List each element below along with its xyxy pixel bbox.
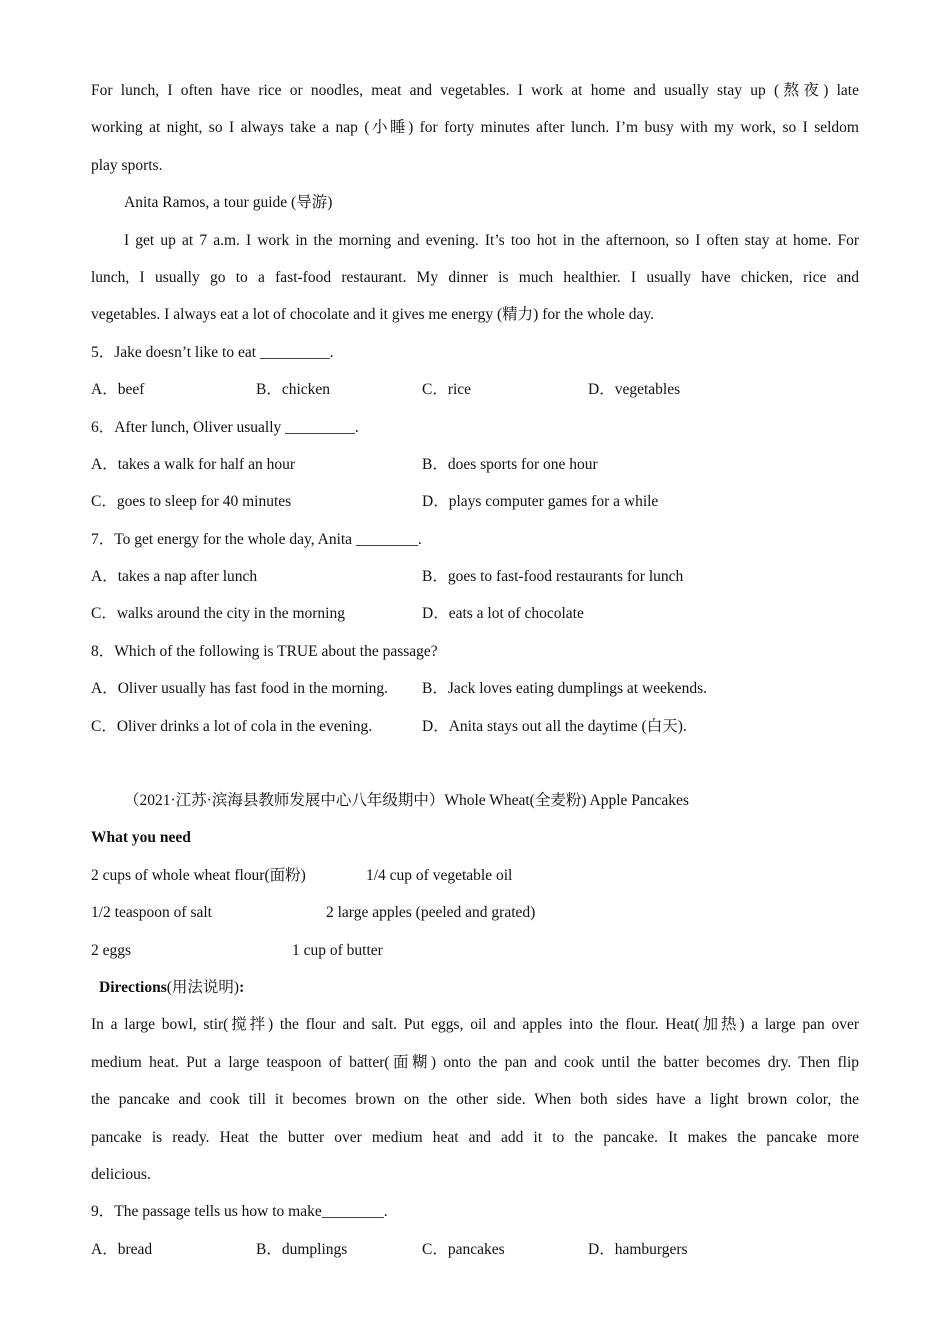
option-b: B．goes to fast-food restaurants for lunch	[422, 568, 684, 586]
paragraph-line: pancake is ready. Heat the butter over medium heat and add it to the pancake. It makes the pancake more	[91, 1128, 859, 1146]
question-options	[91, 708, 859, 745]
ingredient: 2 large apples (peeled and grated)	[326, 904, 536, 922]
question-stem: 5．Jake doesn’t like to eat _________.	[91, 343, 334, 361]
passage-source-title: （2021·江苏·滨海县教师发展中心八年级期中）Whole Wheat(全麦粉) Apple Pancakes	[124, 792, 689, 810]
paragraph-line: delicious.	[91, 1165, 151, 1183]
question-options	[91, 670, 859, 707]
option-a: A．Oliver usually has fast food in the morning.	[91, 680, 389, 698]
ingredient-row	[91, 932, 859, 969]
document-page	[91, 72, 859, 1268]
option-d: D．eats a lot of chocolate	[422, 605, 584, 623]
option-b: B．chicken	[256, 381, 331, 399]
question-options	[91, 446, 859, 483]
paragraph-line: play sports.	[91, 156, 163, 174]
paragraph-line: working at night, so I always take a nap (小睡) for forty minutes after lunch. I’m busy with my work, so I seldom	[91, 119, 859, 137]
option-c: C．rice	[422, 381, 472, 399]
option-d: D．vegetables	[588, 381, 681, 399]
option-c: C．pancakes	[422, 1240, 505, 1258]
paragraph-line: For lunch, I often have rice or noodles, meat and vegetables. I work at home and usually stay up (熬夜) late	[91, 82, 859, 99]
question-stem: 6．After lunch, Oliver usually _________.	[91, 418, 359, 436]
option-b: B．does sports for one hour	[422, 455, 598, 473]
option-c: C．Oliver drinks a lot of cola in the evening.	[91, 717, 373, 735]
anita-heading: Anita Ramos, a tour guide (导游)	[124, 194, 333, 212]
question-options	[91, 371, 859, 408]
spacer	[91, 745, 859, 782]
need-heading: What you need	[91, 829, 191, 847]
paragraph-line: In a large bowl, stir(搅拌) the flour and salt. Put eggs, oil and apples into the flour. Heat(加热) a large pan over	[91, 1016, 859, 1034]
option-a: A．takes a walk for half an hour	[91, 455, 296, 473]
question-stem: 8．Which of the following is TRUE about the passage?	[91, 642, 438, 660]
question-options	[91, 595, 859, 632]
ingredient-row	[91, 894, 859, 931]
paragraph-line: the pancake and cook till it becomes brown on the other side. When both sides have a light brown color, the	[91, 1091, 859, 1109]
directions-colon: :	[239, 978, 245, 996]
option-d: D．plays computer games for a while	[422, 493, 659, 511]
question-stem: 7．To get energy for the whole day, Anita ________.	[91, 530, 422, 548]
option-d: D．hamburgers	[588, 1240, 688, 1258]
option-c: C．goes to sleep for 40 minutes	[91, 493, 292, 511]
option-a: A．beef	[91, 381, 145, 399]
option-a: A．takes a nap after lunch	[91, 568, 258, 586]
ingredient: 1/4 cup of vegetable oil	[366, 866, 513, 884]
option-b: B．dumplings	[256, 1240, 348, 1258]
ingredient: 2 cups of whole wheat flour(面粉)	[91, 866, 306, 884]
directions-heading	[91, 969, 859, 1006]
ingredient: 1/2 teaspoon of salt	[91, 904, 212, 922]
directions-label: Directions	[99, 978, 167, 996]
question-options	[91, 483, 859, 520]
option-d: D．Anita stays out all the daytime (白天).	[422, 717, 687, 735]
paragraph-line: medium heat. Put a large teaspoon of batter(面糊) onto the pan and cook until the batter becomes dry. Then flip	[91, 1053, 859, 1071]
option-a: A．bread	[91, 1240, 153, 1258]
question-options	[91, 558, 859, 595]
ingredient: 1 cup of butter	[292, 941, 383, 959]
option-b: B．Jack loves eating dumplings at weekends.	[422, 680, 707, 698]
question-options	[91, 1231, 859, 1268]
ingredient: 2 eggs	[91, 941, 132, 959]
paragraph-line: lunch, I usually go to a fast-food restaurant. My dinner is much healthier. I usually have chicken, rice and	[91, 268, 859, 286]
option-c: C．walks around the city in the morning	[91, 605, 345, 623]
ingredient-row	[91, 857, 859, 894]
paragraph-line: vegetables. I always eat a lot of chocolate and it gives me energy (精力) for the whole day.	[91, 306, 654, 324]
question-stem: 9．The passage tells us how to make________.	[91, 1203, 388, 1221]
directions-cn: (用法说明)	[166, 978, 240, 996]
paragraph-line: I get up at 7 a.m. I work in the morning and evening. It’s too hot in the afternoon, so I often stay at home. For	[124, 231, 859, 249]
